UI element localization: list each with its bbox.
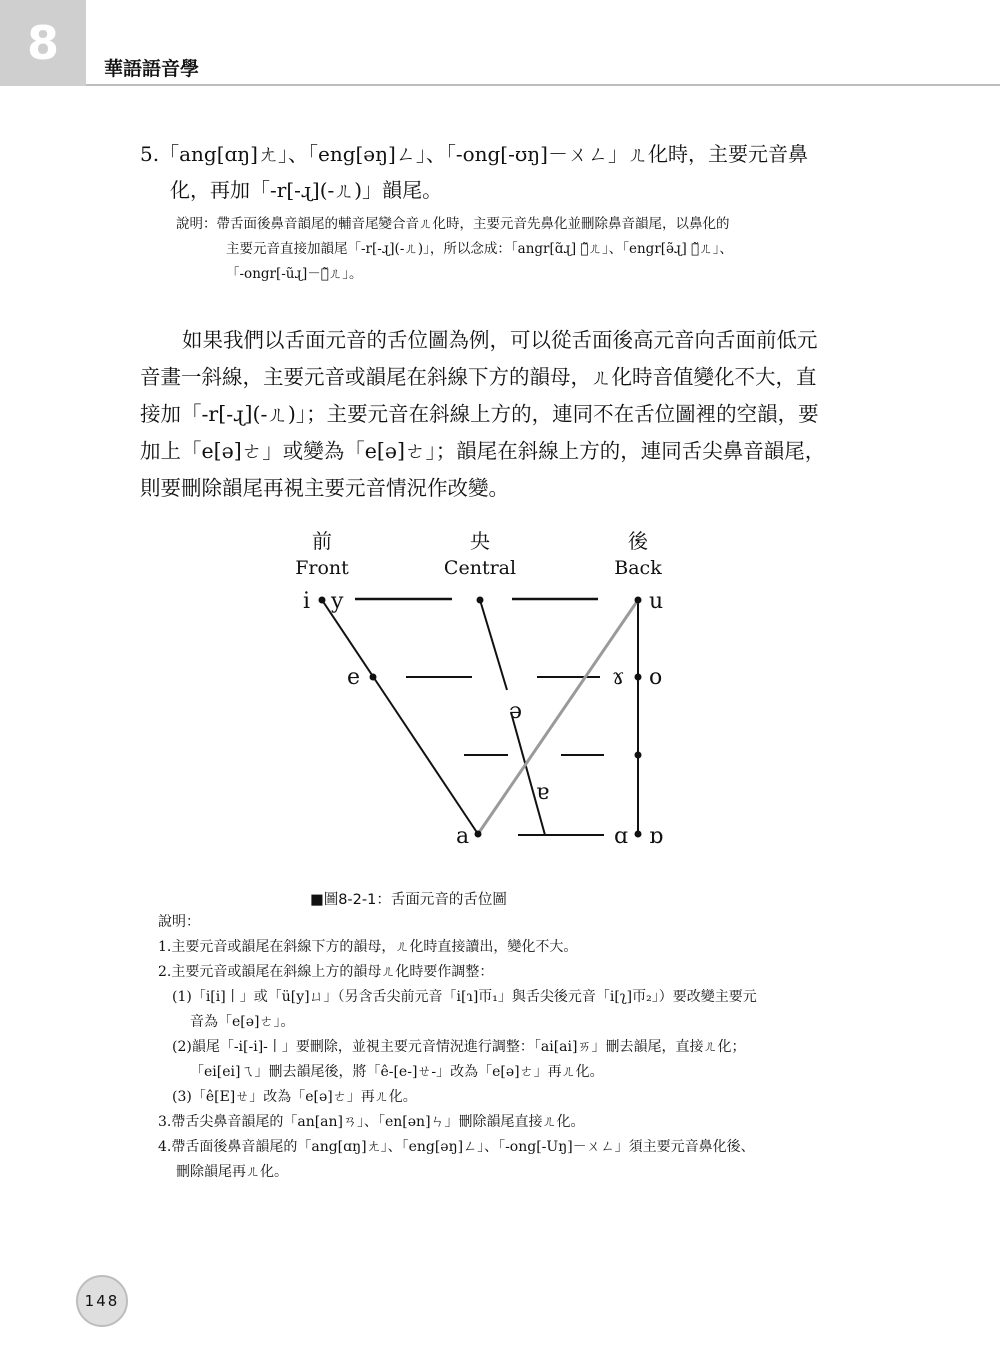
item-5-line-2: 化，再加「-r[-ɻ](-ㄦ)」韻尾。 (170, 178, 443, 202)
dot-i (319, 597, 326, 604)
paragraph-line-1: 如果我們以舌面元音的舌位圖為例，可以從舌面後高元音向舌面前低元 (182, 328, 818, 352)
note-line-2: 主要元音直接加韻尾「-r[-ɻ](-ㄦ)」，所以念成：「angr[ɑ̃ɻ] ㄚ̃ㄦ」、「engr[ə̃ɻ] ㄜ̃ㄦ」、 (226, 241, 733, 257)
column-central-en: Central (443, 557, 517, 579)
note-4b: 刪除韻尾再ㄦ化。 (176, 1164, 288, 1180)
column-front-en: Front (295, 557, 349, 579)
note-line-3: 「-ongr[-ũɻ]－ㄨ̃ㄦ」。 (226, 266, 363, 282)
column-central-zh: 央 (470, 529, 490, 553)
note-2-2b: 「ei[ei]ㄟ」刪去韻尾後，將「ê-[e-]ㄝ-」改為「e[ə]ㄜ」再ㄦ化。 (190, 1064, 604, 1080)
vowel-turned-a: ɐ (536, 780, 550, 805)
note-3: 3.帶舌尖鼻音韻尾的「an[an]ㄢ」、「en[ən]ㄣ」刪除韻尾直接ㄦ化。 (158, 1114, 585, 1130)
column-front-zh: 前 (312, 529, 332, 553)
vowel-e: e (347, 665, 361, 690)
note-2-1a: (1)「i[i]丨」或「ü[y]ㄩ」（另含舌尖前元音「i[ɿ]帀₁」與舌尖後元音「i[ʅ]帀₂」）要改變主要元 (172, 989, 757, 1005)
paragraph-line-4: 加上「e[ə]ㄜ」或變為「e[ə]ㄜ」；韻尾在斜線上方的，連同舌尖鼻音韻尾， (140, 439, 826, 463)
item-5-line-1: 5.「ang[ɑŋ]ㄤ」、「eng[əŋ]ㄥ」、「-ong[-ʊŋ]－ㄨㄥ」ㄦ化時，主要元音鼻 (140, 142, 808, 166)
note-2-3: (3)「ê[E]ㄝ」改為「e[ə]ㄜ」再ㄦ化。 (172, 1089, 417, 1105)
figure-notes (158, 910, 878, 1185)
vowel-ram-horns: ɤ (612, 665, 625, 690)
dot-a (475, 831, 482, 838)
vowel-y: y (331, 589, 344, 614)
note-4a: 4.帶舌面後鼻音韻尾的「ang[ɑŋ]ㄤ」、「eng[əŋ]ㄥ」、「-ong[-Uŋ]－ㄨㄥ」須主要元音鼻化後、 (158, 1139, 755, 1155)
note-2: 2.主要元音或韻尾在斜線上方的韻母ㄦ化時要作調整： (158, 964, 494, 980)
column-back-zh: 後 (628, 529, 648, 553)
note-1: 1.主要元音或韻尾在斜線下方的韻母，ㄦ化時直接讀出，變化不大。 (158, 939, 578, 955)
dot-e (370, 674, 377, 681)
dot-low-mid (635, 752, 642, 759)
page-number (76, 1275, 128, 1327)
vowel-schwa: ə (509, 699, 523, 724)
dot-back-low (635, 831, 642, 838)
vowel-turned-script-a: ɒ (649, 824, 664, 849)
chapter-number: 8 (26, 16, 59, 70)
diagonal-line (478, 600, 638, 834)
vowel-a: a (456, 824, 470, 849)
front-slope-line (322, 600, 478, 834)
page-number-text: 148 (84, 1292, 120, 1310)
note-line-1: 說明：帶舌面後鼻音韻尾的輔音尾變合音ㄦ化時，主要元音先鼻化並刪除鼻音韻尾，以鼻化的 (176, 216, 730, 232)
notes-heading: 說明： (158, 914, 200, 930)
column-back-en: Back (614, 557, 662, 579)
dot-u (635, 597, 642, 604)
vowel-u: u (649, 589, 664, 614)
note-2-2a: (2)韻尾「-i[-i]-丨」要刪除，並視主要元音情況進行調整：「ai[ai]ㄞ」刪去韻尾，直接ㄦ化； (172, 1039, 746, 1055)
paragraph-line-5: 則要刪除韻尾再視主要元音情況作改變。 (140, 476, 509, 500)
note-2-1b: 音為「e[ə]ㄜ」。 (190, 1014, 295, 1030)
vowel-i: i (303, 589, 311, 614)
central-slope-upper (480, 600, 507, 690)
dot-o (635, 674, 642, 681)
vowel-o: o (649, 665, 663, 690)
dot-central-high (477, 597, 484, 604)
paragraph-line-2: 音畫一斜線，主要元音或韻尾在斜線下方的韻母，ㄦ化時音值變化不大，直 (140, 365, 817, 389)
figure-caption: ■圖8-2-1：舌面元音的舌位圖 (310, 892, 507, 908)
paragraph-line-3: 接加「-r[-ɻ](-ㄦ)」；主要元音在斜線上方的，連同不在舌位圖裡的空韻，要 (140, 402, 819, 426)
book-title: 華語語音學 (104, 58, 200, 80)
vowel-script-a: ɑ (614, 824, 629, 849)
